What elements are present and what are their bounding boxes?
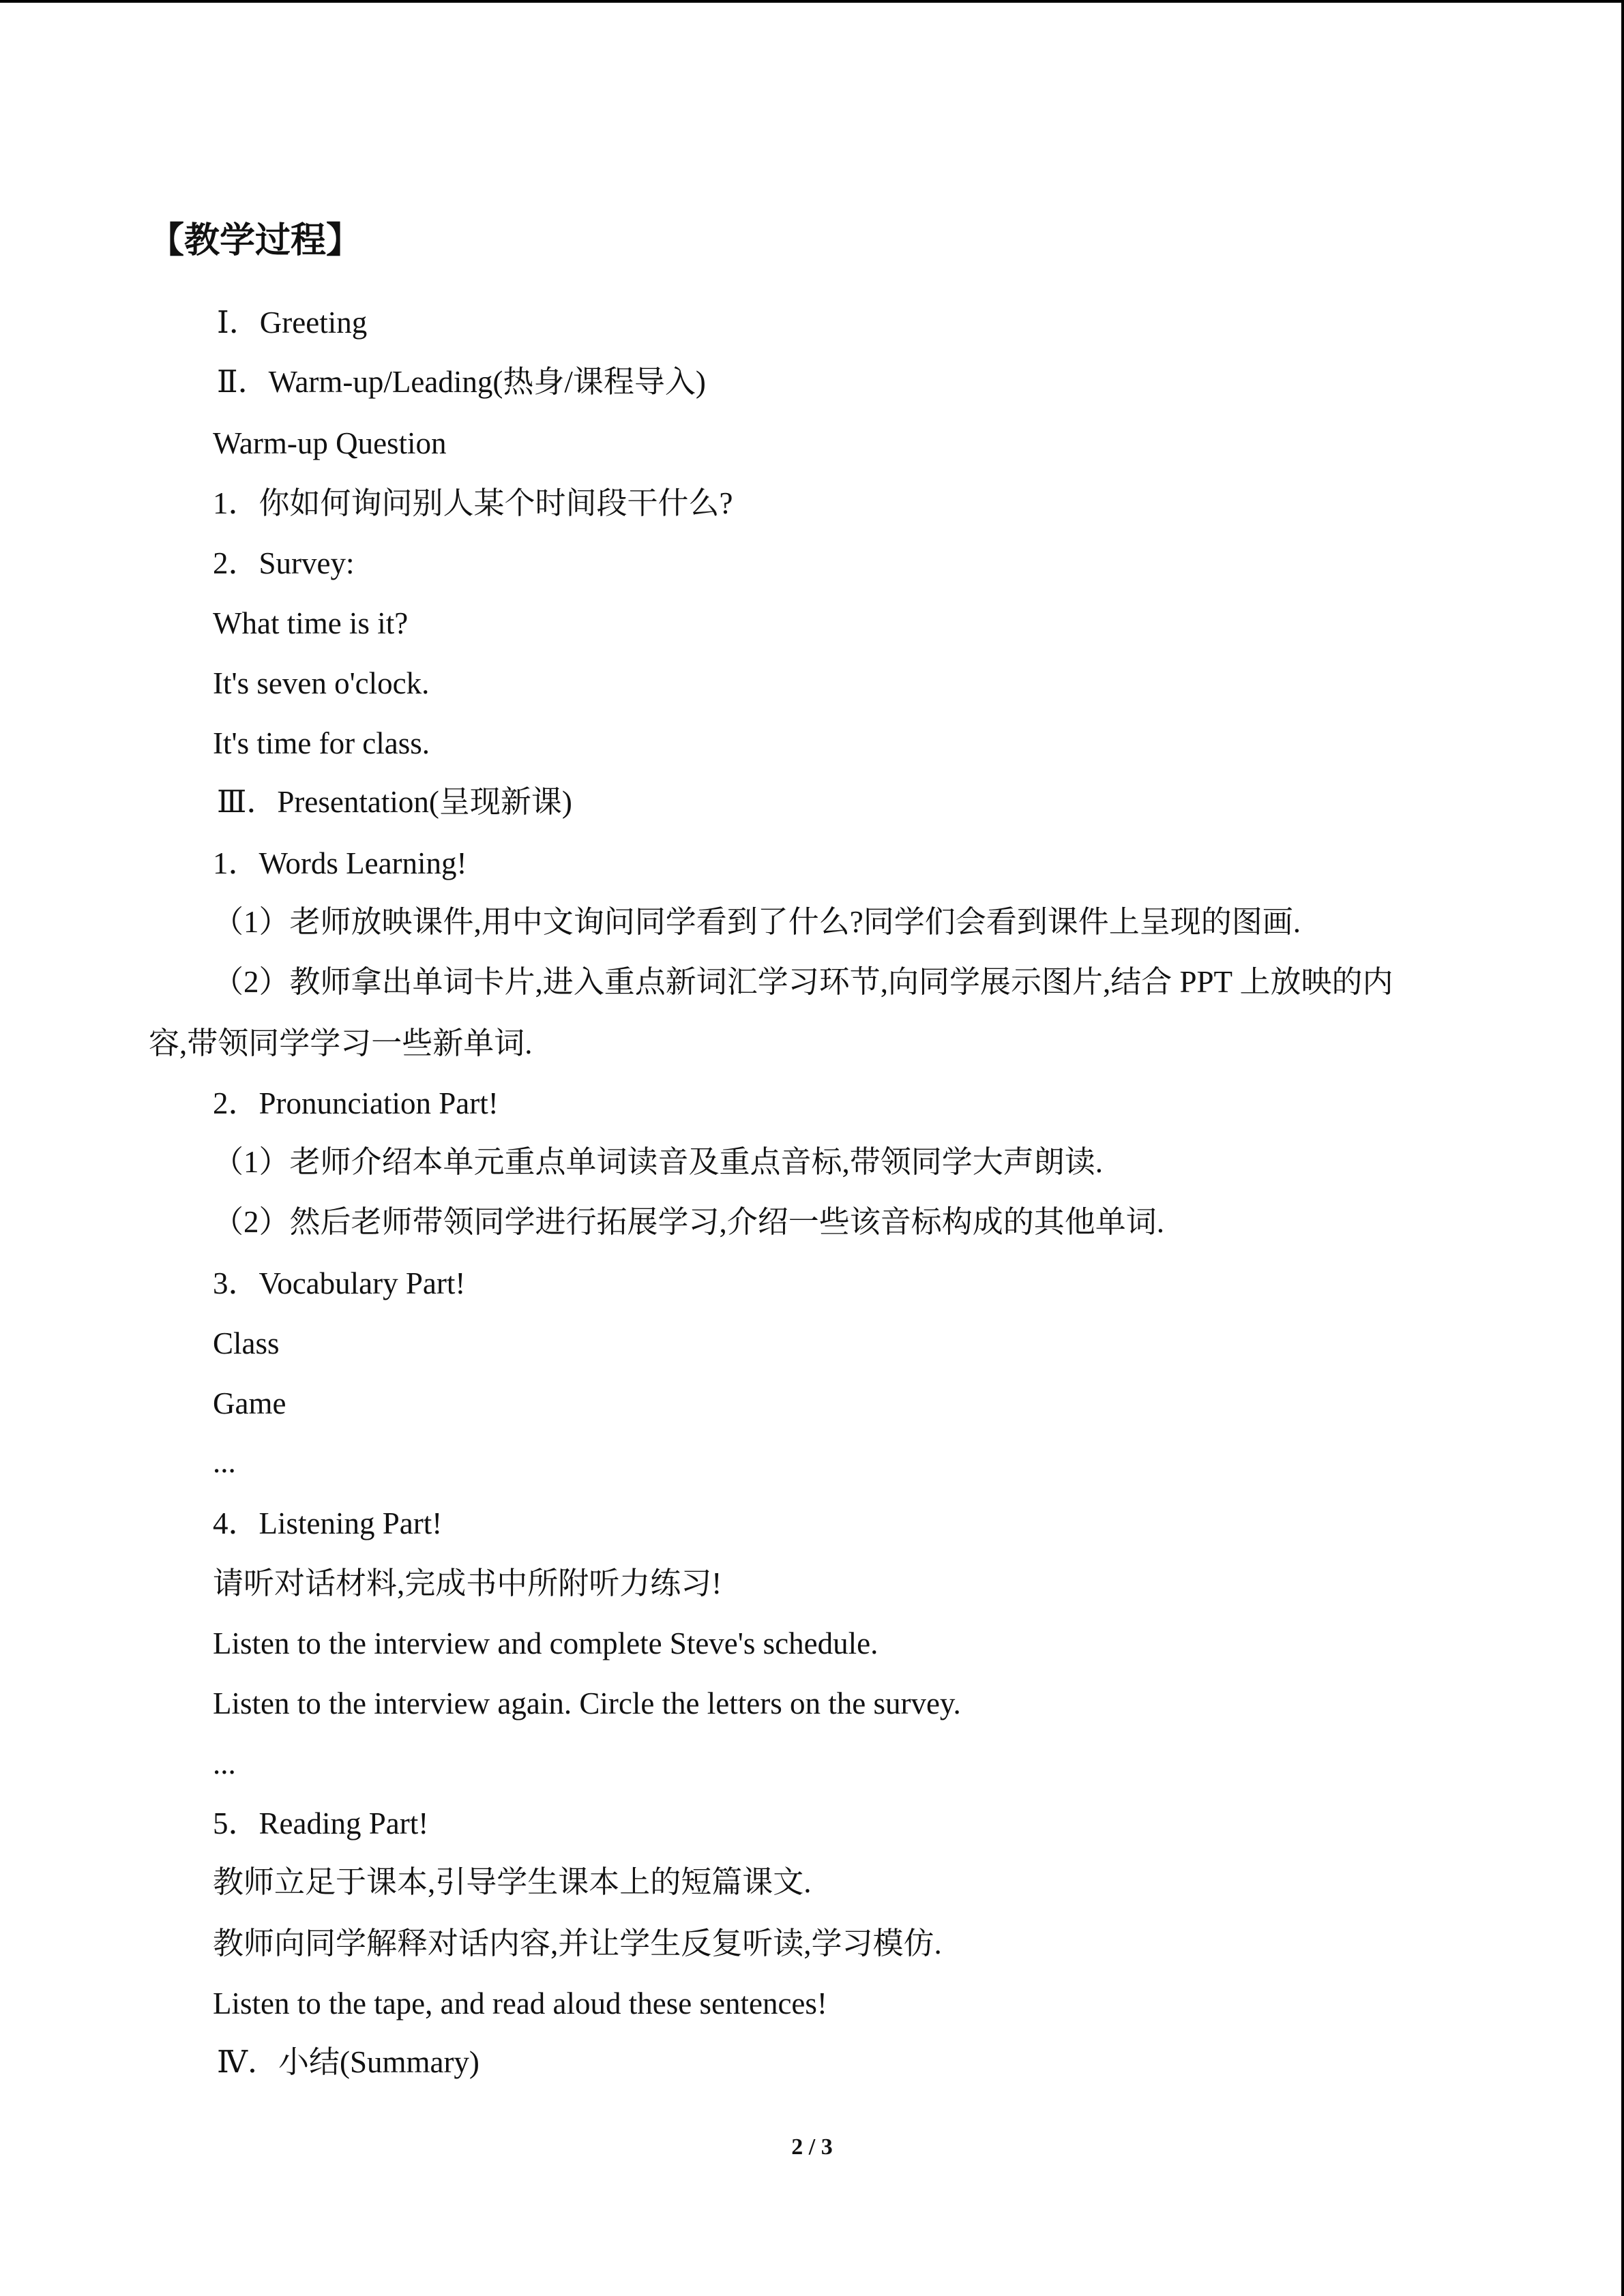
text-line: Ⅲ．Presentation(呈现新课) — [217, 785, 572, 819]
text-line: Ⅰ．Greeting — [217, 305, 368, 340]
text-line: （1）老师放映课件,用中文询问同学看到了什么?同学们会看到课件上呈现的图画. — [213, 905, 1301, 939]
text-line: 5．Reading Part! — [213, 1806, 429, 1840]
text-line: 容,带领同学学习一些新单词. — [149, 1026, 533, 1060]
text-line: Game — [213, 1386, 286, 1420]
text-line: ... — [213, 1746, 236, 1780]
text-line: Ⅱ．Warm-up/Leading(热身/课程导入) — [217, 365, 706, 399]
text-line: 2．Pronunciation Part! — [213, 1086, 499, 1120]
text-line: （1）老师介绍本单元重点单词读音及重点音标,带领同学大声朗读. — [213, 1145, 1104, 1179]
text-line: Listen to the interview and complete Steve's schedule. — [213, 1626, 879, 1660]
text-line: Class — [213, 1326, 280, 1360]
text-line: 3．Vocabulary Part! — [213, 1266, 466, 1300]
text-line: 4．Listening Part! — [213, 1506, 443, 1540]
text-line: Listen to the tape, and read aloud these sentences! — [213, 1986, 827, 2021]
text-line: 请听对话材料,完成书中所附听力练习! — [213, 1566, 722, 1600]
text-line: ... — [213, 1445, 236, 1479]
text-line: It's seven o'clock. — [213, 666, 430, 700]
text-line: （2）然后老师带领同学进行拓展学习,介绍一些该音标构成的其他单词. — [213, 1205, 1165, 1239]
text-line: 1．Words Learning! — [213, 846, 467, 880]
top-border-rule — [0, 0, 1624, 3]
text-line: Warm-up Question — [213, 426, 447, 460]
page-number: 2 / 3 — [791, 2134, 833, 2160]
text-line: （2）教师拿出单词卡片,进入重点新词汇学习环节,向同学展示图片,结合 PPT 上放映的内 — [213, 965, 1393, 999]
text-line: Listen to the interview again. Circle the letters on the survey. — [213, 1686, 961, 1720]
text-line: It's time for class. — [213, 726, 430, 760]
right-border-rule — [1621, 0, 1624, 2296]
text-line: 1．你如何询问别人某个时间段干什么? — [213, 486, 733, 520]
text-line: 2．Survey: — [213, 546, 355, 580]
text-line: What time is it? — [213, 606, 409, 640]
text-line: 教师立足于课本,引导学生课本上的短篇课文. — [213, 1865, 812, 1899]
text-line: 教师向同学解释对话内容,并让学生反复听读,学习模仿. — [213, 1926, 942, 1960]
section-heading: 【教学过程】 — [149, 220, 362, 261]
text-line: Ⅳ．小结(Summary) — [217, 2045, 479, 2079]
